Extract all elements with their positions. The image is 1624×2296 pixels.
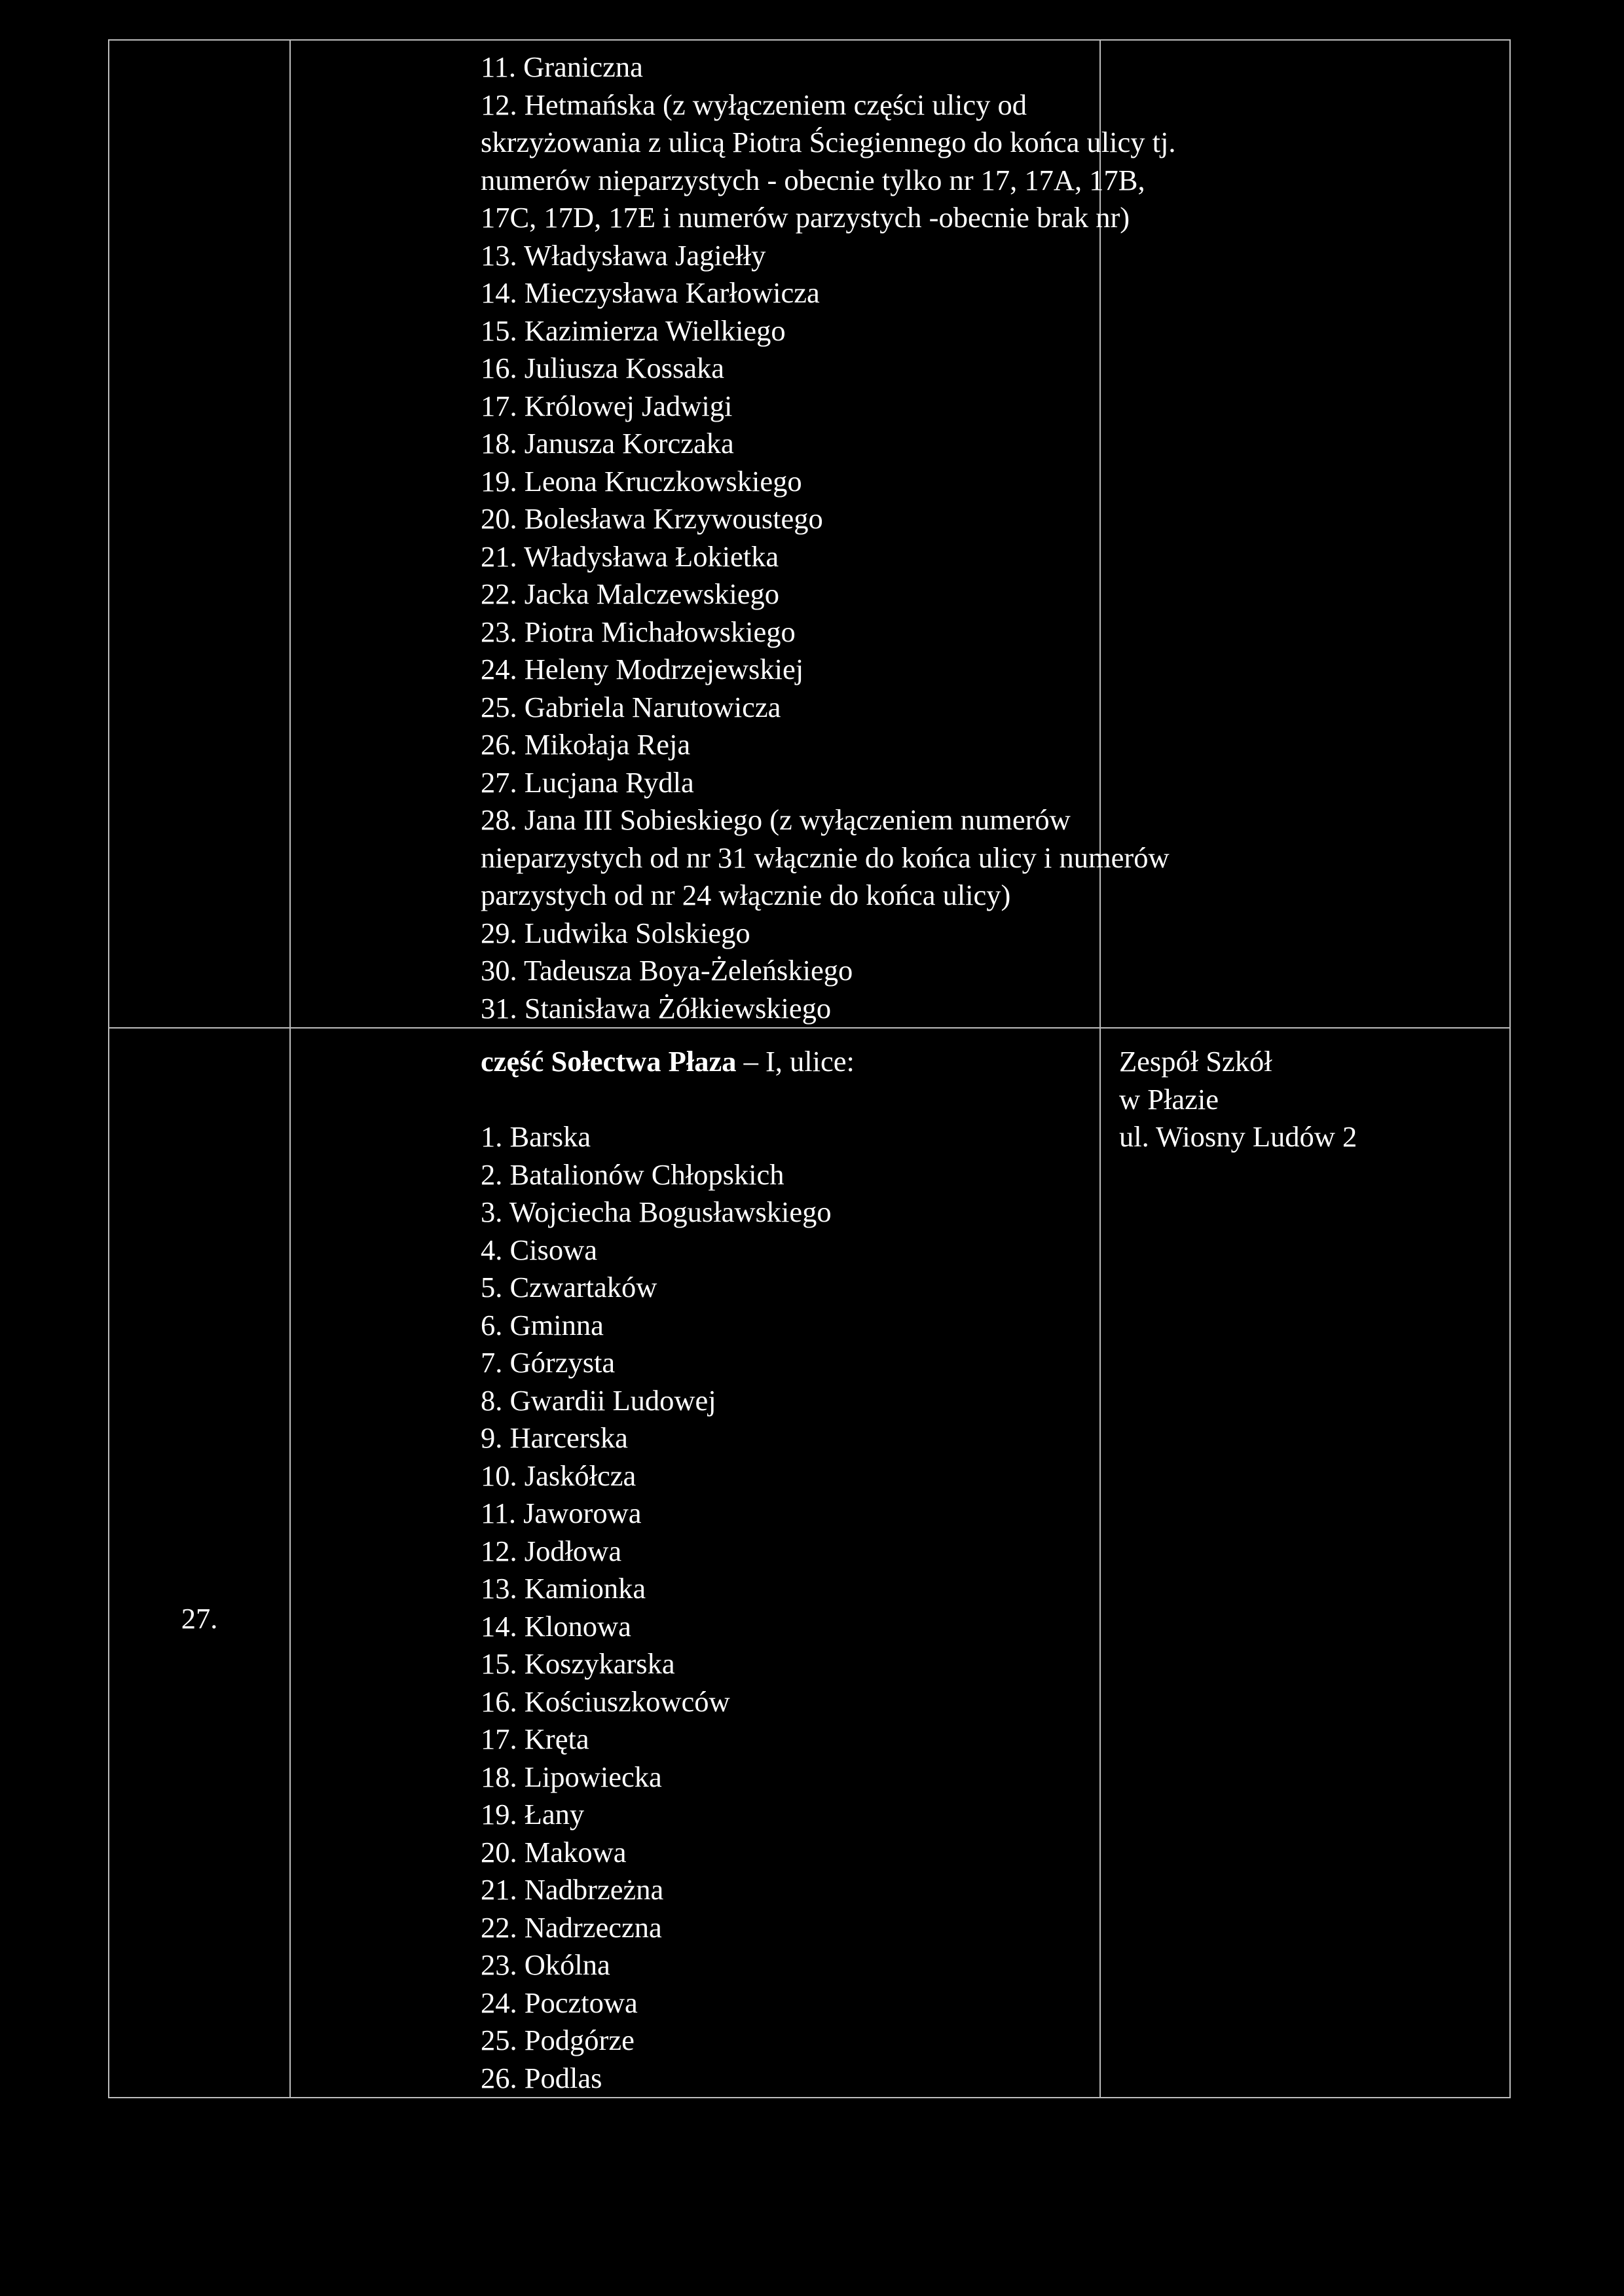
street-item: 30. Tadeusza Boya-Żeleńskiego [481,954,853,987]
street-item: 8. Gwardii Ludowej [481,1383,716,1417]
school-street: ul. Wiosny Ludów 2 [1119,1120,1357,1153]
section-header-bold: część Sołectwa Płaza [481,1045,737,1078]
polling-station-address [1101,1029,1509,1156]
street-item: 15. Kazimierza Wielkiego [481,314,786,347]
street-item: 10. Jaskółcza [481,1459,637,1492]
street-item: 24. Pocztowa [481,1986,638,2019]
table-row [109,1028,1510,2098]
street-item: 14. Mieczysława Karłowicza [481,276,820,309]
street-item: 22. Jacka Malczewskiego [481,577,779,610]
school-location: w Płazie [1119,1082,1219,1116]
street-item: 12. Hetmańska (z wyłączeniem części ulicy od [481,88,1027,121]
school-name: Zespół Szkół [1119,1045,1272,1078]
table-row [109,40,1510,1028]
street-item: 17. Kręta [481,1722,589,1755]
street-item: nieparzystych od nr 31 włącznie do końca ulicy i numerów [481,841,1170,874]
street-item: 11. Graniczna [481,50,643,83]
street-item: 2. Batalionów Chłopskich [481,1157,784,1191]
street-item: 16. Juliusza Kossaka [481,352,725,384]
street-item: 23. Okólna [481,1948,610,1981]
street-item: 22. Nadrzeczna [481,1910,662,1944]
street-item: 3. Wojciecha Bogusławskiego [481,1195,832,1228]
street-item: 21. Nadbrzeżna [481,1873,664,1906]
street-item: 14. Klonowa [481,1609,631,1643]
street-item: 4. Cisowa [481,1233,597,1266]
street-item: 13. Kamionka [481,1572,646,1605]
street-item: 18. Lipowiecka [481,1760,662,1793]
street-item: 17. Królowej Jadwigi [481,389,733,422]
spacer [481,1081,1099,1119]
street-item: 9. Harcerska [481,1421,628,1454]
street-item: 20. Makowa [481,1835,627,1868]
street-item: 21. Władysława Łokietka [481,539,779,573]
district-number-cell [109,40,290,1028]
street-item: 19. Łany [481,1798,585,1831]
street-item: 28. Jana III Sobieskiego (z wyłączeniem numerów [481,803,1071,836]
street-items [481,1118,1099,2097]
street-item: 23. Piotra Michałowskiego [481,615,796,648]
polling-districts-table [108,39,1511,2098]
street-item: 27. Lucjana Rydla [481,765,694,799]
street-item: 5. Czwartaków [481,1271,657,1303]
streets-cell [290,1028,1100,2098]
polling-station-cell [1100,1028,1510,2098]
street-item: parzystych od nr 24 włącznie do końca ulicy) [481,879,1011,911]
polling-station-cell [1100,40,1510,1028]
street-item: 24. Heleny Modrzejewskiej [481,653,804,685]
street-item: 25. Podgórze [481,2024,635,2056]
street-item: 29. Ludwika Solskiego [481,916,750,949]
street-item: 7. Górzysta [481,1346,616,1379]
streets-cell [290,40,1176,1028]
street-item: 15. Koszykarska [481,1647,675,1680]
section-header [481,1043,1099,1081]
street-item: 12. Jodłowa [481,1534,622,1567]
street-item: 13. Władysława Jagiełły [481,238,766,272]
street-list [291,41,1176,1027]
street-item: 19. Leona Kruczkowskiego [481,464,802,498]
street-item: 6. Gminna [481,1308,604,1341]
street-item: 26. Mikołaja Reja [481,728,691,761]
street-item: 25. Gabriela Narutowicza [481,690,781,723]
section-header-rest: – I, ulice: [736,1045,855,1078]
street-item: 11. Jaworowa [481,1497,642,1529]
street-item: 31. Stanisława Żółkiewskiego [481,991,832,1025]
street-item: 16. Kościuszkowców [481,1685,730,1718]
street-item: 20. Bolesława Krzywoustego [481,502,823,535]
street-item: 1. Barska [481,1120,591,1153]
street-list [291,1029,1099,2097]
district-number-cell [109,1028,290,2098]
street-item: 26. Podlas [481,2061,602,2094]
district-number: 27. [181,1602,218,1635]
street-item: numerów nieparzystych - obecnie tylko nr 17, 17A, 17B, [481,163,1145,196]
street-item: skrzyżowania z ulicą Piotra Ściegiennego do końca ulicy tj. [481,126,1176,158]
street-item: 17C, 17D, 17E i numerów parzystych -obecnie brak nr) [481,201,1130,234]
street-item: 18. Janusza Korczaka [481,427,734,460]
